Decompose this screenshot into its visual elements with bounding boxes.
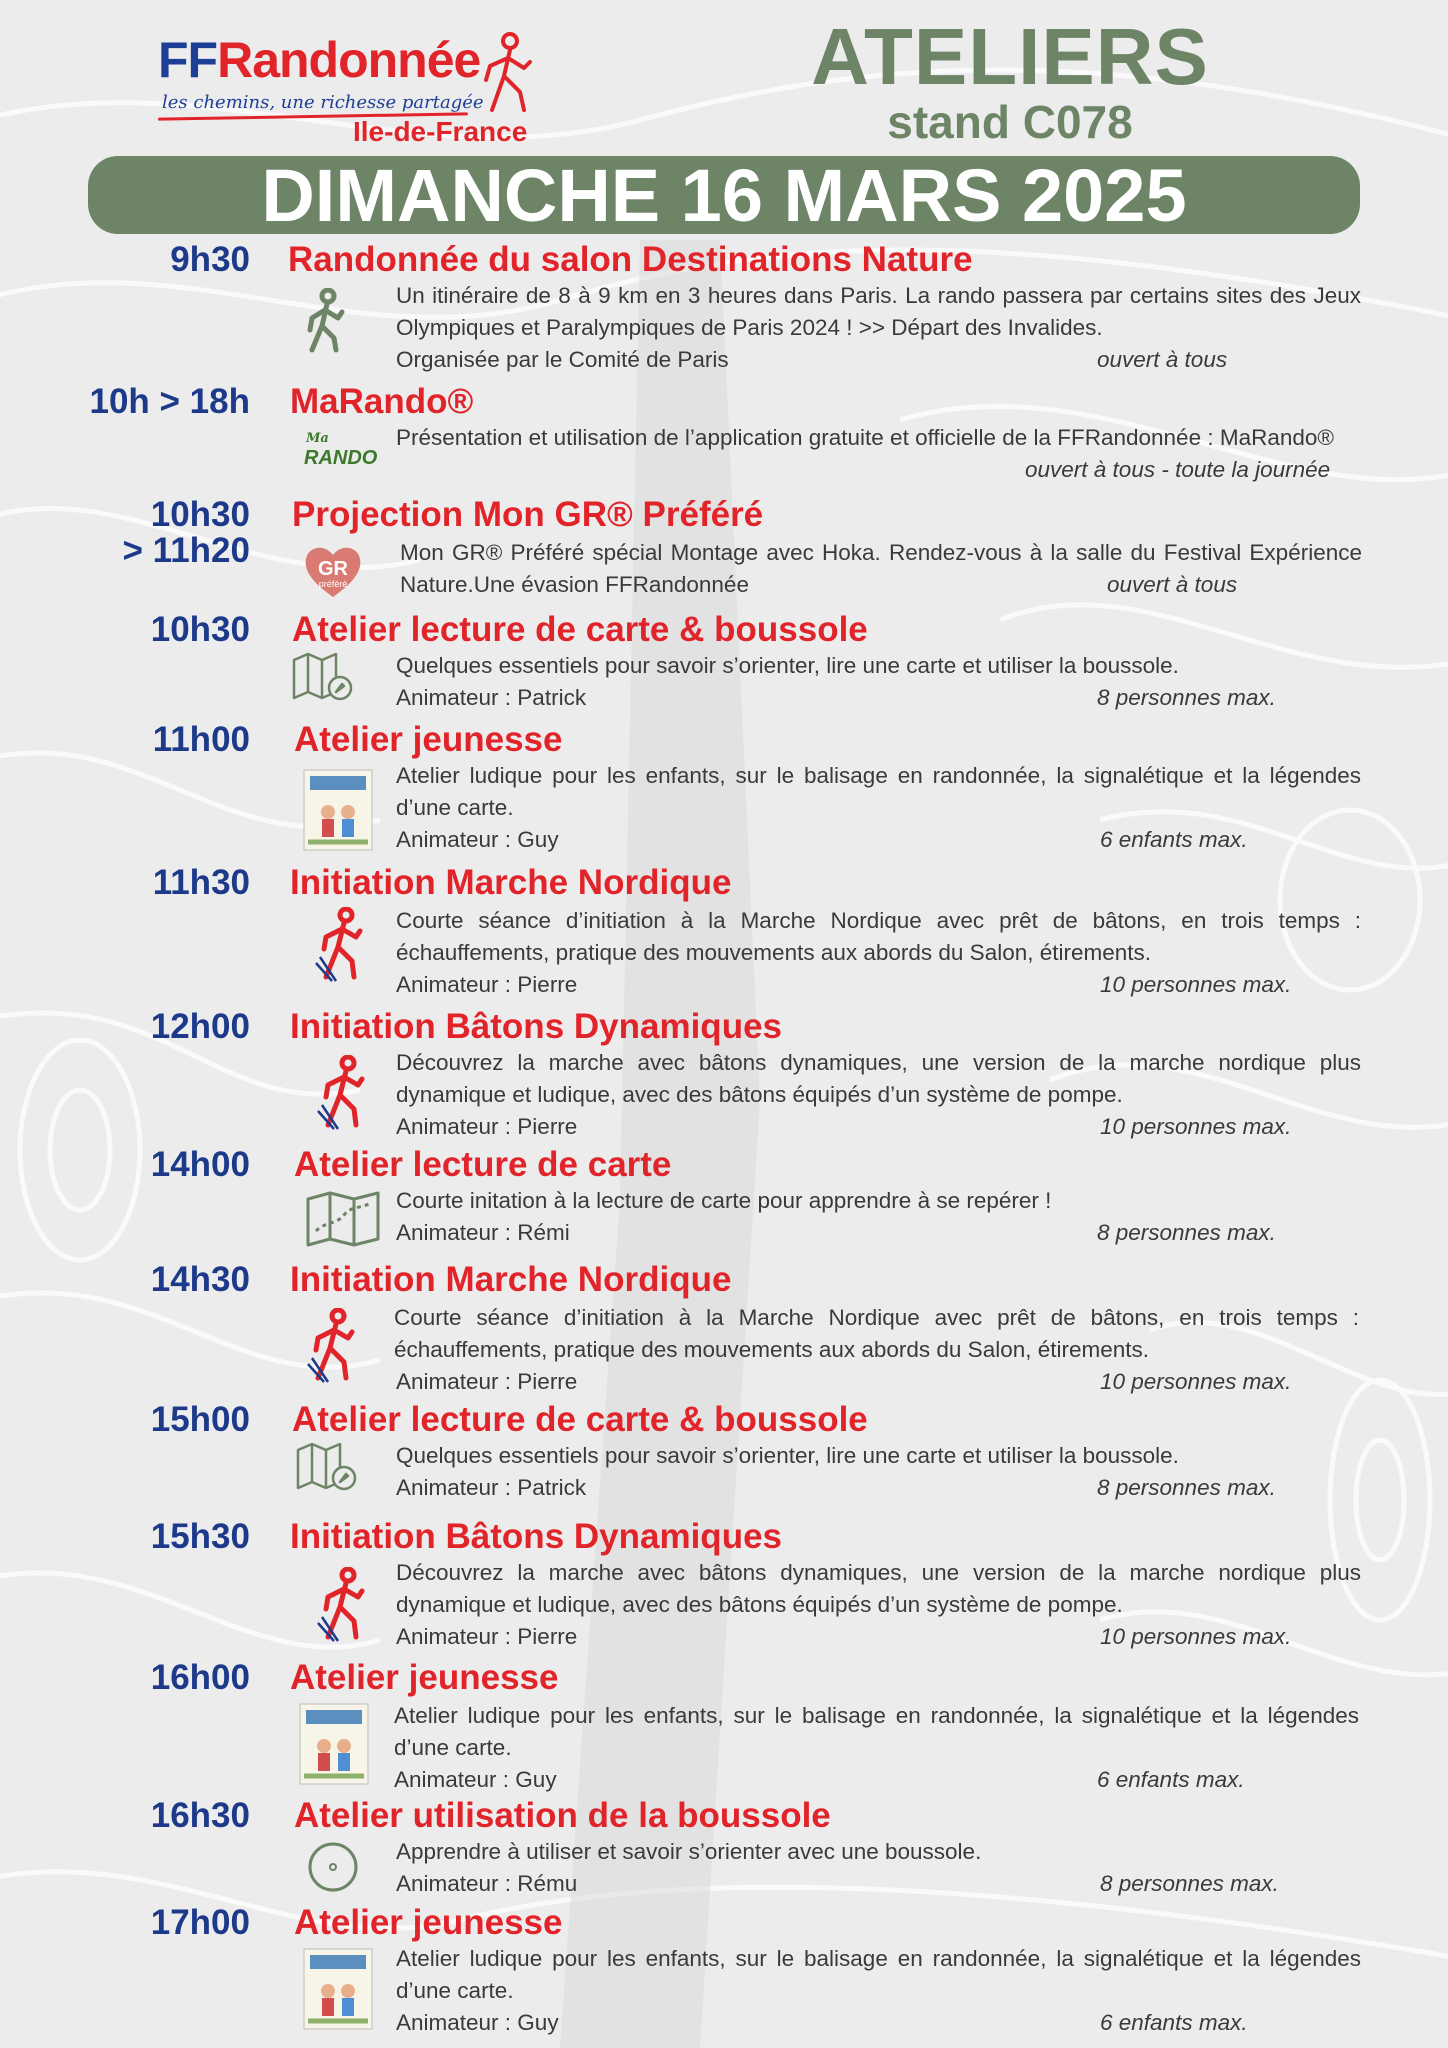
schedule-item: [0, 1517, 1448, 1657]
event-title: Atelier lecture de carte & boussole: [292, 610, 868, 649]
event-capacity: 6 enfants max.: [1100, 2010, 1248, 2035]
schedule-item: [0, 1796, 1448, 1906]
event-description: Apprendre à utiliser et savoir s’orienter avec une boussole.: [396, 1839, 982, 1864]
event-capacity: 8 personnes max.: [1097, 1475, 1276, 1500]
event-time: 12h00: [150, 1007, 250, 1046]
event-description: Quelques essentiels pour savoir s’orienter, lire une carte et utiliser la boussole.: [396, 653, 1179, 678]
event-time: 10h > 18h: [89, 382, 250, 421]
schedule-item: [0, 610, 1448, 715]
event-title: Initiation Bâtons Dynamiques: [290, 1517, 782, 1556]
event-time: 15h30: [150, 1517, 250, 1556]
event-capacity: 10 personnes max.: [1100, 1369, 1292, 1394]
nordic-walker-icon: [306, 1308, 362, 1384]
event-description: Courte séance d’initiation à la Marche Nordique avec prêt de bâtons, en trois temps : échauffements, pratique des mouvements aux abords du Salon, étirements.: [394, 1305, 1359, 1362]
event-title: Atelier jeunesse: [294, 720, 563, 759]
schedule-item: [0, 863, 1448, 1003]
ffrandonnee-logo: [158, 30, 538, 150]
event-title: Atelier jeunesse: [294, 1903, 563, 1942]
event-animator: Animateur : Guy: [396, 827, 559, 852]
schedule-item: [0, 380, 1448, 490]
event-title: Initiation Marche Nordique: [290, 1260, 732, 1299]
event-time-end: > 11h20: [122, 531, 250, 570]
nordic-walker-icon: [316, 1055, 372, 1131]
event-description: Atelier ludique pour les enfants, sur le balisage en randonnée, la signalétique et la légendes d’une carte.: [396, 763, 1361, 820]
schedule-item: [0, 1145, 1448, 1255]
event-title: Initiation Marche Nordique: [290, 863, 732, 902]
gr-icon-text: GR: [318, 558, 348, 580]
schedule-item: [0, 495, 1448, 607]
event-description: Présentation et utilisation de l’application gratuite et officielle de la FFRandonnée : MaRando®: [396, 425, 1334, 450]
event-animator: Animateur : Rému: [396, 1871, 578, 1896]
kids-booklet-icon: [302, 768, 374, 852]
event-time: 10h30: [150, 495, 250, 534]
date-banner: DIMANCHE 16 MARS 2025: [88, 156, 1360, 234]
marando-app-icon: [300, 424, 380, 470]
gr-heart-icon: [302, 539, 364, 605]
event-title: Atelier lecture de carte: [294, 1145, 672, 1184]
event-animator: Animateur : Patrick: [396, 1475, 587, 1500]
event-capacity: 10 personnes max.: [1100, 1114, 1292, 1139]
event-time: 17h00: [150, 1903, 250, 1942]
logo-randonnee: Randonnée: [217, 32, 481, 88]
schedule-item: [0, 240, 1448, 380]
event-capacity: 8 personnes max.: [1097, 685, 1276, 710]
schedule-item: [0, 1007, 1448, 1147]
event-time: 15h00: [150, 1400, 250, 1439]
event-description: Découvrez la marche avec bâtons dynamiques, une version de la marche nordique plus dynamique et ludique, avec des bâtons équipés d’un système de pompe.: [396, 1050, 1361, 1107]
event-time: 14h30: [150, 1260, 250, 1299]
page-title: ATELIERS: [811, 12, 1209, 101]
event-animator: Animateur : Pierre: [396, 1114, 578, 1139]
event-capacity: 8 personnes max.: [1097, 1220, 1276, 1245]
logo-wordmark: [158, 30, 480, 90]
event-animator: Animateur : Rémi: [396, 1220, 570, 1245]
event-time: 9h30: [170, 240, 250, 279]
event-capacity: ouvert à tous: [1097, 347, 1228, 372]
svg-text:RANDO: RANDO: [304, 447, 378, 469]
event-title: Atelier utilisation de la boussole: [294, 1796, 831, 1835]
event-capacity: 10 personnes max.: [1100, 1624, 1292, 1649]
schedule-item: [0, 1260, 1448, 1400]
map-icon: [306, 1191, 380, 1247]
event-animator: Animateur : Guy: [394, 1767, 557, 1792]
svg-text:Ma: Ma: [306, 431, 329, 446]
kids-booklet-icon: [298, 1702, 370, 1786]
event-time: 11h30: [152, 863, 250, 902]
event-capacity: ouvert à tous: [1107, 572, 1238, 597]
logo-region: Ile-de-France: [353, 116, 528, 147]
header: [0, 0, 1448, 240]
logo-ff: FF: [158, 32, 218, 88]
event-description: Courte initation à la lecture de carte pour apprendre à se repérer !: [396, 1188, 1052, 1213]
schedule-item: [0, 1903, 1448, 2048]
event-animator: Animateur : Guy: [396, 2010, 559, 2035]
event-title: Projection Mon GR® Préféré: [292, 495, 764, 534]
kids-booklet-icon: [302, 1947, 374, 2031]
event-title: MaRando®: [290, 382, 474, 421]
event-capacity: 6 enfants max.: [1100, 827, 1248, 852]
event-animator: Animateur : Patrick: [396, 685, 587, 710]
event-time: 16h30: [150, 1796, 250, 1835]
event-description: Découvrez la marche avec bâtons dynamiques, une version de la marche nordique plus dynamique et ludique, avec des bâtons équipés d’un système de pompe.: [396, 1560, 1361, 1617]
nordic-walker-icon: [314, 907, 370, 983]
event-capacity: 10 personnes max.: [1100, 972, 1292, 997]
event-description: Atelier ludique pour les enfants, sur le balisage en randonnée, la signalétique et la légendes d’une carte.: [394, 1703, 1359, 1760]
event-animator: Animateur : Pierre: [396, 972, 578, 997]
logo-walker-icon: [480, 32, 536, 114]
event-time: 16h00: [150, 1658, 250, 1697]
event-description: Quelques essentiels pour savoir s’orienter, lire une carte et utiliser la boussole.: [396, 1443, 1179, 1468]
event-animator: Animateur : Pierre: [396, 1369, 578, 1394]
event-title: Randonnée du salon Destinations Nature: [288, 240, 973, 279]
event-capacity: 6 enfants max.: [1097, 1767, 1245, 1792]
schedule-item: [0, 720, 1448, 860]
event-animator: Animateur : Pierre: [396, 1624, 578, 1649]
event-title: Atelier lecture de carte & boussole: [292, 1400, 868, 1439]
schedule-item: [0, 1658, 1448, 1798]
map-compass-icon: [292, 652, 354, 702]
event-time: 10h30: [150, 610, 250, 649]
hiker-icon: [296, 288, 358, 354]
logo-tagline: les chemins, une richesse partagée: [162, 92, 484, 113]
gr-icon-subtext: préféré: [318, 579, 348, 589]
nordic-walker-icon: [316, 1567, 372, 1643]
event-description: Un itinéraire de 8 à 9 km en 3 heures dans Paris. La rando passera par certains sites des Jeux Olympiques et Paralympiques de Paris 2024 ! >> Départ des Invalides.: [396, 283, 1361, 340]
event-time: 14h00: [150, 1145, 250, 1184]
event-title: Atelier jeunesse: [290, 1658, 559, 1697]
event-description: Atelier ludique pour les enfants, sur le balisage en randonnée, la signalétique et la légendes d’une carte.: [396, 1946, 1361, 2003]
event-capacity: ouvert à tous - toute la journée: [1025, 457, 1331, 482]
event-description: Mon GR® Préféré spécial Montage avec Hoka. Rendez-vous à la salle du Festival Expérience Nature.Une évasion FFRandonnée: [400, 540, 1362, 597]
schedule-item: [0, 1400, 1448, 1510]
event-time: 11h00: [152, 720, 250, 759]
compass-icon: [306, 1840, 360, 1894]
event-description: Courte séance d’initiation à la Marche Nordique avec prêt de bâtons, en trois temps : échauffements, pratique des mouvements aux abords du Salon, étirements.: [396, 908, 1361, 965]
event-organizer: Organisée par le Comité de Paris: [396, 347, 729, 372]
event-title: Initiation Bâtons Dynamiques: [290, 1007, 782, 1046]
event-capacity: 8 personnes max.: [1100, 1871, 1279, 1896]
stand-number: stand C078: [887, 96, 1133, 148]
map-compass-icon: [296, 1442, 358, 1492]
